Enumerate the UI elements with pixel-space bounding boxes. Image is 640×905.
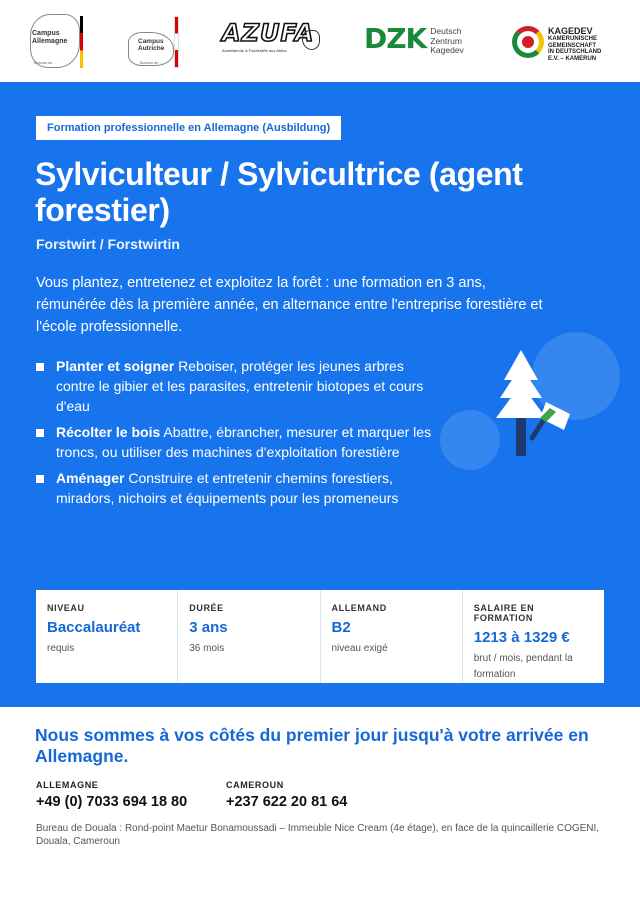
task-text: Construire et entretenir chemins forestiers, miradors, nichoirs et équipements pour les promeneurs [56,470,399,506]
stat-allemand [321,590,463,683]
dzk-logo: DZK Deutsch Zentrum Kagedev [364,22,464,55]
stat-value: 3 ans [189,619,228,636]
task-title: Récolter le bois [56,424,161,440]
stat-salaire [463,590,604,683]
decor-circle-small [440,410,500,470]
stat-label: NIVEAU [47,603,85,613]
support-headline: Nous sommes à vos côtés du premier jour jusqu'à votre arrivée en Allemagne. [35,725,589,766]
phone-number[interactable]: +237 622 20 81 64 [226,794,348,810]
stat-note: brut / mois, pendant la formation [473,653,573,680]
stat-label: ALLEMAND [331,603,387,613]
stat-label: DURÉE [189,603,224,613]
campus-autriche-logo: Campus Autriche Bureau de ... [128,12,180,70]
contact-germany [36,780,187,810]
stat-note: niveau exigé [331,643,388,654]
task-item [36,356,436,416]
program-tag: Formation professionnelle en Allemagne (Ausbildung) [36,116,341,140]
stat-value: B2 [331,619,351,636]
task-item [36,422,436,462]
key-facts-panel [36,590,604,683]
decor-circle-large [532,332,620,420]
logo-strip [0,0,640,82]
task-item [36,468,436,508]
page-title: Sylviculteur / Sylvicultrice (agent forestier) [35,156,523,228]
contact-cameroon [226,780,347,810]
contact-label: CAMEROUN [226,780,284,790]
bullet-square-icon [36,475,44,483]
contact-label: ALLEMAGNE [36,780,99,790]
phone-number[interactable]: +49 (0) 7033 694 18 80 [36,794,188,810]
stat-value: Baccalauréat [47,619,141,636]
stat-niveau [36,590,178,683]
intro-paragraph: Vous plantez, entretenez et exploitez la forêt : une formation en 3 ans, rémunérée dès la première année, en alternance entre l'entreprise forestière et l'école professionnelle. [36,275,543,335]
fir-tree-icon [496,350,546,456]
azufa-logo: AZUFA Ausbildende & Fachkräfte aus Afrika [222,20,322,78]
stat-duree [178,590,320,683]
task-title: Planter et soigner [56,358,175,374]
office-address: Bureau de Douala : Rond-point Maetur Bonamoussadi – Immeuble Nice Cream (4e étage), en face de la quincaillerie COGENI, Douala, Cameroun [36,823,600,847]
task-text: Abattre, ébrancher, mesurer et marquer les troncs, ou utiliser des machines d'exploitation forestière [56,424,432,460]
stat-label: SALAIRE EN FORMATION [473,603,535,623]
task-title: Aménager [56,470,125,486]
stat-note: 36 mois [189,643,225,654]
hero-section [0,82,640,707]
kagedev-logo: KAGEDEV KAMERUNISCHE GEMEINSCHAFT IN DEUTSCHLAND E.V. – KAMERUN [510,22,620,80]
stat-value: 1213 à 1329 € [473,629,570,646]
task-text: Reboiser, protéger les jeunes arbres contre le gibier et les parasites, entretenir biotopes et cours d'eau [56,358,424,414]
campus-allemagne-logo: Campus Allemagne Bureau de ... [28,12,88,70]
axe-icon [532,402,570,438]
bullet-square-icon [36,363,44,371]
bullet-square-icon [36,429,44,437]
task-list [36,356,436,514]
stat-note: requis [47,643,75,654]
german-job-title: Forstwirt / Forstwirtin [36,236,180,252]
